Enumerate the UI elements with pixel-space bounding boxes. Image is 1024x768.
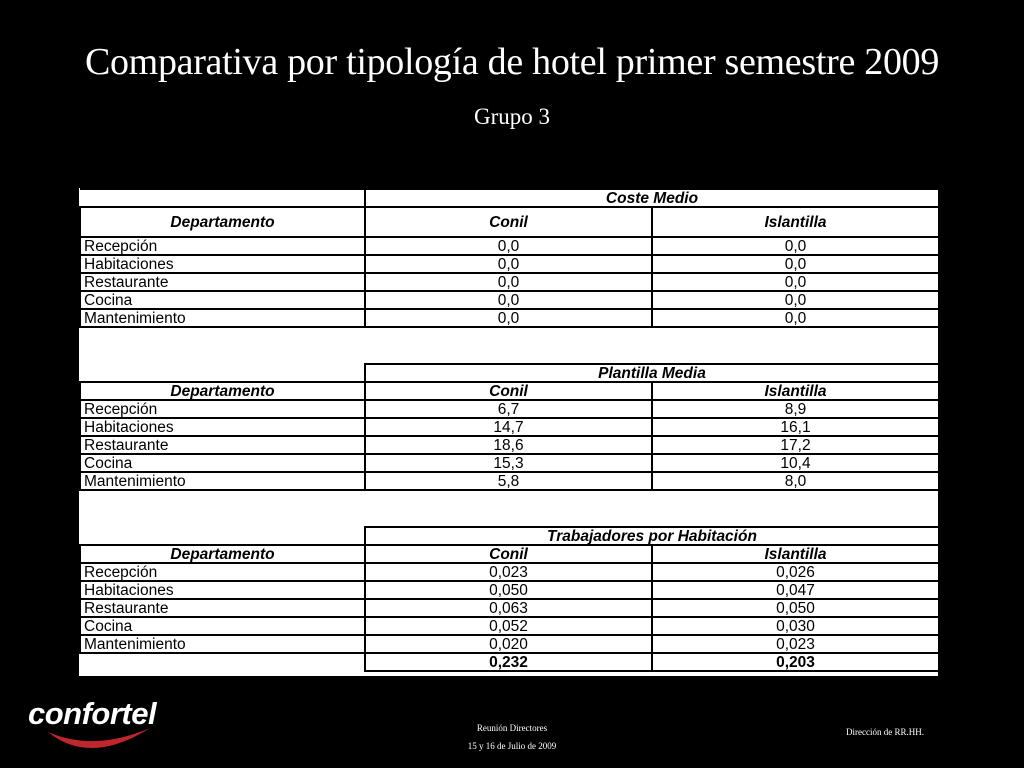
comparison-grid xyxy=(79,188,940,672)
footer-department: Dirección de RR.HH. xyxy=(846,727,924,737)
islantilla-value: 0,0 xyxy=(652,291,939,309)
islantilla-value: 8,9 xyxy=(652,400,939,418)
slide-subtitle: Grupo 3 xyxy=(473,104,551,129)
conil-total: 0,232 xyxy=(365,653,652,671)
column-header-islantilla: Islantilla xyxy=(652,545,939,563)
row-label: Cocina xyxy=(80,617,365,635)
table-row xyxy=(80,635,939,653)
row-label: Mantenimiento xyxy=(80,472,365,490)
column-header-departamento: Departamento xyxy=(80,207,365,237)
column-header-departamento: Departamento xyxy=(80,545,365,563)
conil-value: 0,063 xyxy=(365,599,652,617)
column-header-row xyxy=(80,382,939,400)
conil-value: 0,023 xyxy=(365,563,652,581)
column-header-row xyxy=(80,207,939,237)
section-heading-trabajadores: Trabajadores por Habitación xyxy=(365,527,939,545)
islantilla-value: 0,030 xyxy=(652,617,939,635)
table-row xyxy=(80,400,939,418)
row-label: Restaurante xyxy=(80,273,365,291)
footer-dates: 15 y 16 de Julio de 2009 xyxy=(467,741,557,751)
row-label: Recepción xyxy=(80,563,365,581)
table-row xyxy=(80,273,939,291)
blank-cell xyxy=(80,653,365,671)
column-header-conil: Conil xyxy=(365,382,652,400)
islantilla-value: 8,0 xyxy=(652,472,939,490)
islantilla-value: 0,050 xyxy=(652,599,939,617)
section-heading-row xyxy=(80,527,939,545)
islantilla-value: 0,047 xyxy=(652,581,939,599)
row-label: Mantenimiento xyxy=(80,635,365,653)
conil-value: 0,0 xyxy=(365,273,652,291)
conil-value: 15,3 xyxy=(365,454,652,472)
column-header-conil: Conil xyxy=(365,207,652,237)
column-header-departamento: Departamento xyxy=(80,382,365,400)
table-row xyxy=(80,472,939,490)
conil-value: 0,050 xyxy=(365,581,652,599)
islantilla-value: 0,026 xyxy=(652,563,939,581)
islantilla-total: 0,203 xyxy=(652,653,939,671)
conil-value: 0,052 xyxy=(365,617,652,635)
conil-value: 6,7 xyxy=(365,400,652,418)
conil-value: 14,7 xyxy=(365,418,652,436)
logo-swoosh-icon xyxy=(46,726,154,756)
spacer-row xyxy=(80,490,939,527)
spacer-row xyxy=(80,327,939,364)
row-label: Habitaciones xyxy=(80,581,365,599)
islantilla-value: 0,0 xyxy=(652,237,939,255)
row-label: Recepción xyxy=(80,237,365,255)
blank-cell xyxy=(80,189,365,207)
section-heading-plantilla-media: Plantilla Media xyxy=(365,364,939,382)
blank-cell xyxy=(80,364,365,382)
islantilla-value: 16,1 xyxy=(652,418,939,436)
row-label: Cocina xyxy=(80,291,365,309)
table-row xyxy=(80,237,939,255)
islantilla-value: 0,023 xyxy=(652,635,939,653)
table-row xyxy=(80,581,939,599)
conil-value: 0,0 xyxy=(365,237,652,255)
confortel-logo: confortel xyxy=(28,696,157,731)
spacer-cell xyxy=(80,490,939,527)
row-label: Habitaciones xyxy=(80,418,365,436)
table-row xyxy=(80,309,939,327)
islantilla-value: 17,2 xyxy=(652,436,939,454)
row-label: Habitaciones xyxy=(80,255,365,273)
conil-value: 0,0 xyxy=(365,309,652,327)
footer-meeting: Reunión Directores xyxy=(476,723,548,733)
table-row xyxy=(80,599,939,617)
table-row xyxy=(80,454,939,472)
table-row xyxy=(80,617,939,635)
table-row xyxy=(80,291,939,309)
spacer-cell xyxy=(80,327,939,364)
totals-row xyxy=(80,653,939,671)
footer-meeting-info xyxy=(412,719,612,755)
table-row xyxy=(80,436,939,454)
table-row xyxy=(80,418,939,436)
blank-cell xyxy=(80,527,365,545)
conil-value: 0,020 xyxy=(365,635,652,653)
islantilla-value: 10,4 xyxy=(652,454,939,472)
section-heading-coste-medio: Coste Medio xyxy=(365,189,939,207)
table-row xyxy=(80,563,939,581)
row-label: Cocina xyxy=(80,454,365,472)
row-label: Restaurante xyxy=(80,599,365,617)
row-label: Recepción xyxy=(80,400,365,418)
row-label: Restaurante xyxy=(80,436,365,454)
slide-title: Comparativa por tipología de hotel primer semestre 2009 xyxy=(84,41,940,83)
section-heading-row xyxy=(80,189,939,207)
conil-value: 0,0 xyxy=(365,255,652,273)
column-header-conil: Conil xyxy=(365,545,652,563)
column-header-islantilla: Islantilla xyxy=(652,207,939,237)
conil-value: 0,0 xyxy=(365,291,652,309)
column-header-islantilla: Islantilla xyxy=(652,382,939,400)
conil-value: 5,8 xyxy=(365,472,652,490)
section-heading-row xyxy=(80,364,939,382)
conil-value: 18,6 xyxy=(365,436,652,454)
comparison-table xyxy=(79,188,938,676)
islantilla-value: 0,0 xyxy=(652,255,939,273)
table-row xyxy=(80,255,939,273)
row-label: Mantenimiento xyxy=(80,309,365,327)
islantilla-value: 0,0 xyxy=(652,309,939,327)
islantilla-value: 0,0 xyxy=(652,273,939,291)
column-header-row xyxy=(80,545,939,563)
